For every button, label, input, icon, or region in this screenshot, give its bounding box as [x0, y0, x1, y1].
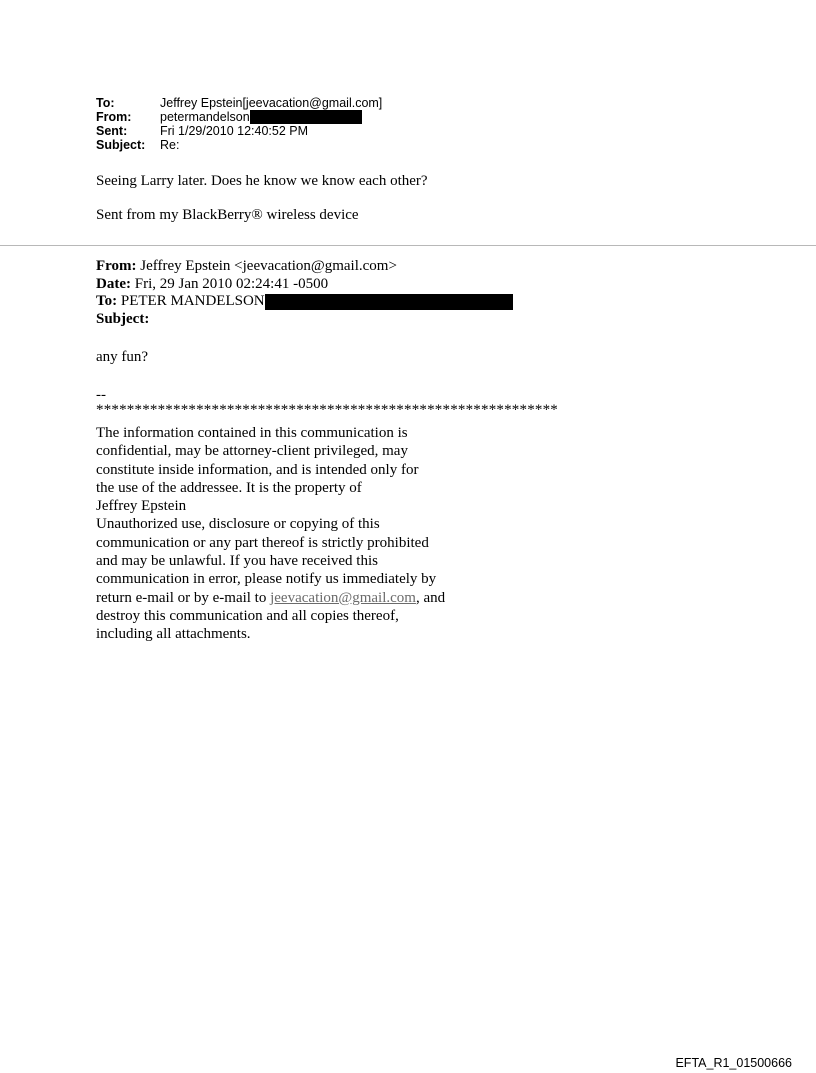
quoted-header [96, 258, 513, 328]
email-link[interactable]: jeevacation@gmail.com [270, 589, 416, 606]
quoted-date-label: Date: [96, 275, 131, 292]
disclaimer-line: communication in error, please notify us immediately by [96, 571, 437, 588]
to-value: Jeffrey Epstein[jeevacation@gmail.com] [160, 96, 383, 110]
quoted-to-row [96, 293, 513, 311]
message-body-line: Seeing Larry later. Does he know we know each other? [96, 173, 428, 189]
signature-dash: -- [96, 387, 106, 403]
from-value: petermandelson [160, 110, 250, 124]
sent-label: Sent: [96, 124, 128, 138]
quoted-from-label: From: [96, 258, 137, 274]
return-suffix: , and [415, 589, 446, 606]
email-header [96, 96, 382, 152]
redaction-block [250, 110, 362, 124]
quoted-to-label: To: [96, 293, 118, 309]
disclaimer-line: including all attachments. [96, 626, 251, 643]
disclaimer-line: The information contained in this communication is [96, 425, 408, 441]
quoted-subject-row [96, 311, 513, 329]
quoted-date-value: Fri, 29 Jan 2010 02:24:41 -0500 [130, 275, 329, 292]
disclaimer-line: and may be unlawful. If you have received this [96, 553, 378, 570]
disclaimer-block [96, 424, 445, 644]
from-label: From: [96, 110, 132, 124]
header-to-row [96, 96, 382, 110]
disclaimer-line: Unauthorized use, disclosure or copying of this [96, 516, 380, 533]
disclaimer-line: Jeffrey Epstein [96, 498, 187, 515]
header-sent-row [96, 124, 382, 138]
sent-value: Fri 1/29/2010 12:40:52 PM [160, 124, 309, 138]
disclaimer-line: confidential, may be attorney-client privileged, may [96, 443, 408, 460]
return-prefix: return e-mail or by e-mail to [96, 589, 271, 606]
redaction-block [265, 294, 513, 310]
subject-value: Re: [160, 138, 180, 152]
quoted-subject-label: Subject: [96, 310, 150, 327]
to-label: To: [96, 96, 115, 110]
subject-label: Subject: [96, 138, 146, 152]
quoted-to-value: PETER MANDELSON [117, 293, 265, 309]
header-from-row [96, 110, 382, 124]
disclaimer-line: destroy this communication and all copies thereof, [96, 607, 399, 624]
document-id: EFTA_R1_01500666 [675, 1056, 792, 1070]
divider-rule [0, 245, 816, 246]
signature-device-line: Sent from my BlackBerry® wireless device [96, 207, 359, 223]
disclaimer-line: the use of the addressee. It is the property of [96, 479, 362, 496]
disclaimer-line: communication or any part thereof is strictly prohibited [96, 534, 429, 551]
quoted-date-row [96, 276, 513, 294]
quoted-body-line: any fun? [96, 349, 149, 365]
quoted-from-row [96, 258, 513, 276]
signature-stars: ************************************************************ [96, 402, 558, 418]
quoted-from-value: Jeffrey Epstein <jeevacation@gmail.com> [136, 258, 397, 274]
header-subject-row [96, 138, 382, 152]
disclaimer-line-return [96, 589, 445, 607]
disclaimer-line: constitute inside information, and is intended only for [96, 461, 419, 478]
